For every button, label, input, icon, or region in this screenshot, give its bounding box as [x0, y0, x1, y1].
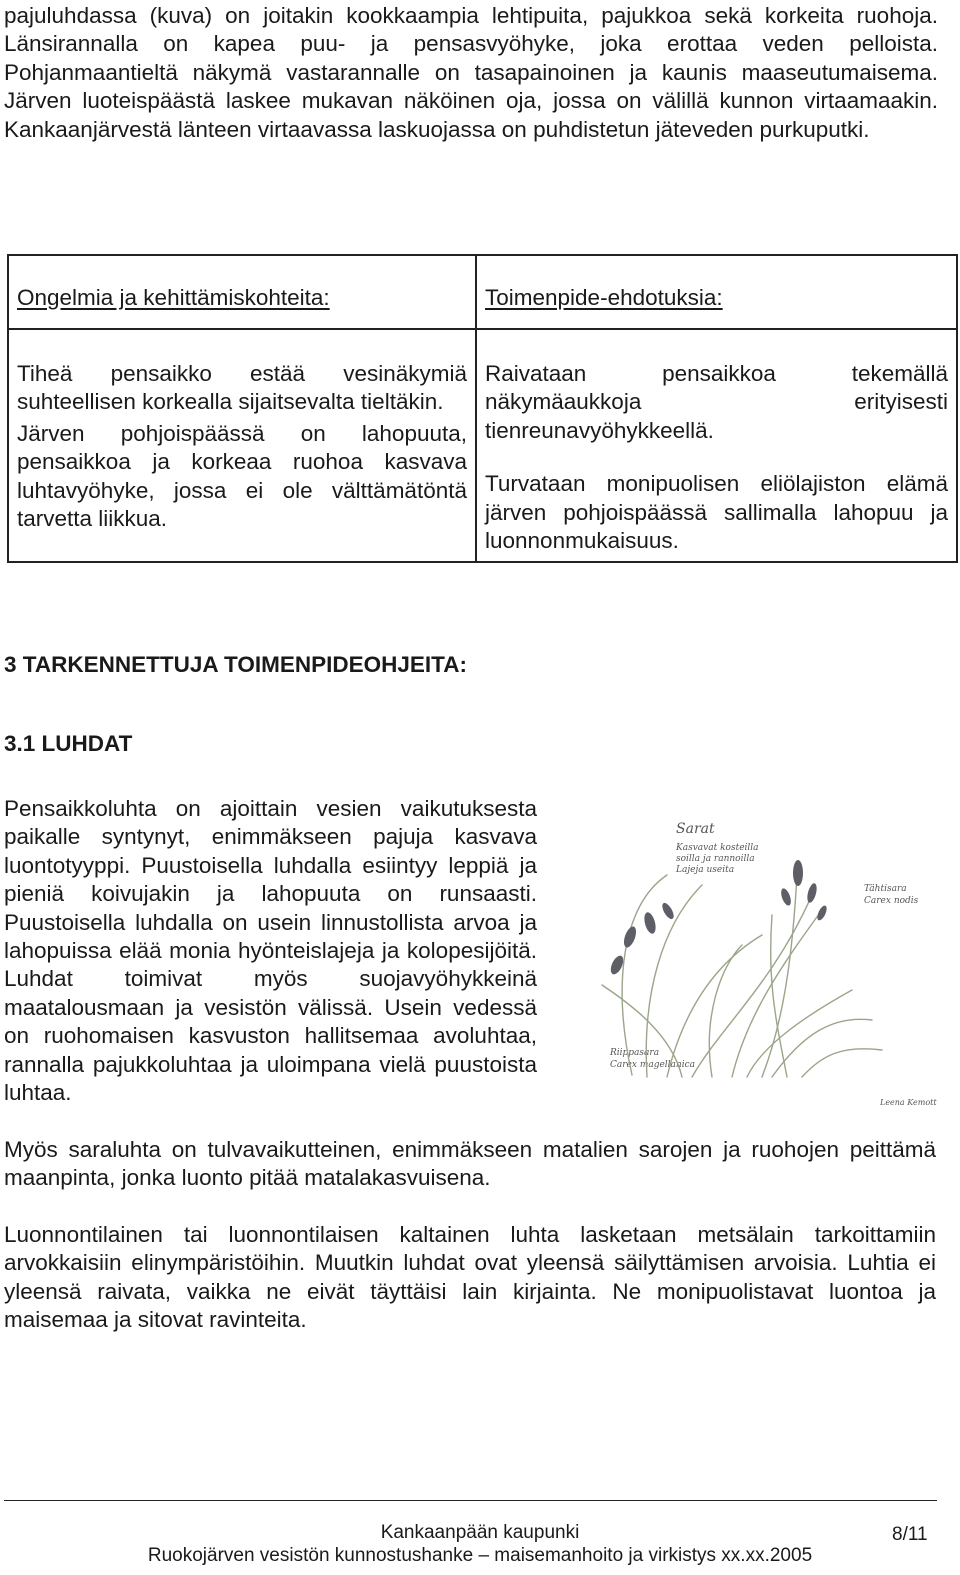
subsection-heading: 3.1 LUHDAT — [4, 731, 133, 756]
action-item: Raivataan pensaikkoa tekemällä näkymäaukkoja erityisesti tienreunavyöhykkeellä. — [485, 361, 948, 443]
species-label-b: Riippasara — [610, 1048, 660, 1058]
illustration-note-line: soilla ja rannoilla — [676, 854, 755, 864]
actions-cell — [476, 360, 957, 562]
intro-paragraph: pajuluhdassa (kuva) on joitakin kookkaampia lehtipuita, pajukkoa sekä korkeita ruohoja. Länsirannalla on kapea puu- ja pensasvyöhyke, joka erottaa veden pelloista. Pohjanmaantieltä näkymä vastarannalle on tasapainoinen ja kaunis maaseutumaisema. Järven luoteispäästä laskee mukavan näköinen oja, jossa on välillä kunnon virtaamaakin. Kankaanjärvestä länteen virtaavassa laskuojassa on puhdistetun jäteveden purkuputki. — [4, 3, 938, 142]
footer-divider — [4, 1500, 937, 1501]
footer-organization: Kankaanpään kaupunki — [380, 1522, 580, 1543]
section-heading: 3 TARKENNETTUJA TOIMENPIDEOHJEITA: — [4, 652, 467, 677]
table-header-right — [476, 255, 957, 329]
table-header-left — [8, 255, 476, 329]
footer-project-title: Ruokojärven vesistön kunnostushanke – maisemanhoito ja virkistys xx.xx.2005 — [147, 1545, 813, 1566]
problem-item: Järven pohjoispäässä on lahopuuta, pensaikkoa ja korkeaa ruohoa kasvava luhtavyöhyke, jossa ei ole välttämätöntä tarvetta liikkua. — [17, 420, 467, 532]
species-label-b: Carex magellanica — [610, 1060, 696, 1070]
luonnontilainen-paragraph: Luonnontilainen tai luonnontilaisen kaltainen luhta lasketaan metsälain tarkoittamiin arvokkaisiin elinympäristöihin. Muutkin luhdat ovat yleensä säilyttämisen arvoisia. Luhtia ei yleensä raivata, vaikka ne eivät täyttäisi lain kirjainta. Ne monipuolistavat luontoa ja maisemaa ja sitovat ravinteita. — [4, 1222, 936, 1333]
issues-table — [7, 254, 958, 563]
spacer-cell — [8, 329, 476, 360]
luhdat-paragraph: Pensaikkoluhta on ajoittain vesien vaikutuksesta paikalle syntynyt, enimmäkseen pajuja kasvava luontotyyppi. Puustoisella luhdalla esiintyy leppiä ja pieniä koivujakin ja lahopuuta on runsaasti. Puustoisella luhdalla on usein linnustollista arvoa ja lahopuissa elää monia hyönteislajeja ja kolopesijöitä. Luhdat toimivat myös suojavyöhykkeinä maatalousmaan ja vesistön välissä. Usein vedessä on ruohomaisen kasvuston hallitsemaa avoluhtaa, rannalla pajukkoluhtaa ja uloimpana vielä puustoista luhtaa. — [4, 796, 537, 1106]
action-item: Turvataan monipuolisen eliölajiston elämä järven pohjoispäässä sallimalla lahopuu ja luonnonmukaisuus. — [485, 471, 948, 554]
problems-cell — [8, 360, 476, 562]
header-left-label: Ongelmia ja kehittämiskohteita: — [17, 285, 330, 310]
table-body-row — [8, 360, 957, 562]
problem-item: Tiheä pensaikko estää vesinäkymiä suhteellisen korkealla sijaitsevalta tieltäkin. — [17, 361, 467, 415]
illustration-title: Sarat — [676, 821, 715, 837]
artist-signature: Leena Kemott — [880, 1098, 937, 1107]
table-spacer-row — [8, 329, 957, 360]
species-label-a: Carex nodis — [864, 896, 919, 906]
illustration-note-line: Lajeja useita — [676, 865, 735, 875]
page-number: 8/11 — [892, 1524, 928, 1545]
saraluhta-paragraph: Myös saraluhta on tulvavaikutteinen, enimmäkseen matalien sarojen ja ruohojen peittämä maanpinta, jonka luonto pitää matalakasvuisena. — [4, 1137, 936, 1191]
sedge-illustration-icon — [572, 815, 944, 1115]
spacer-cell — [476, 329, 957, 360]
species-label-a: Tähtisara — [864, 884, 907, 894]
header-right-label: Toimenpide-ehdotuksia: — [485, 285, 723, 310]
table-header-row — [8, 255, 957, 329]
illustration-note-line: Kasvavat kosteilla — [676, 843, 759, 853]
